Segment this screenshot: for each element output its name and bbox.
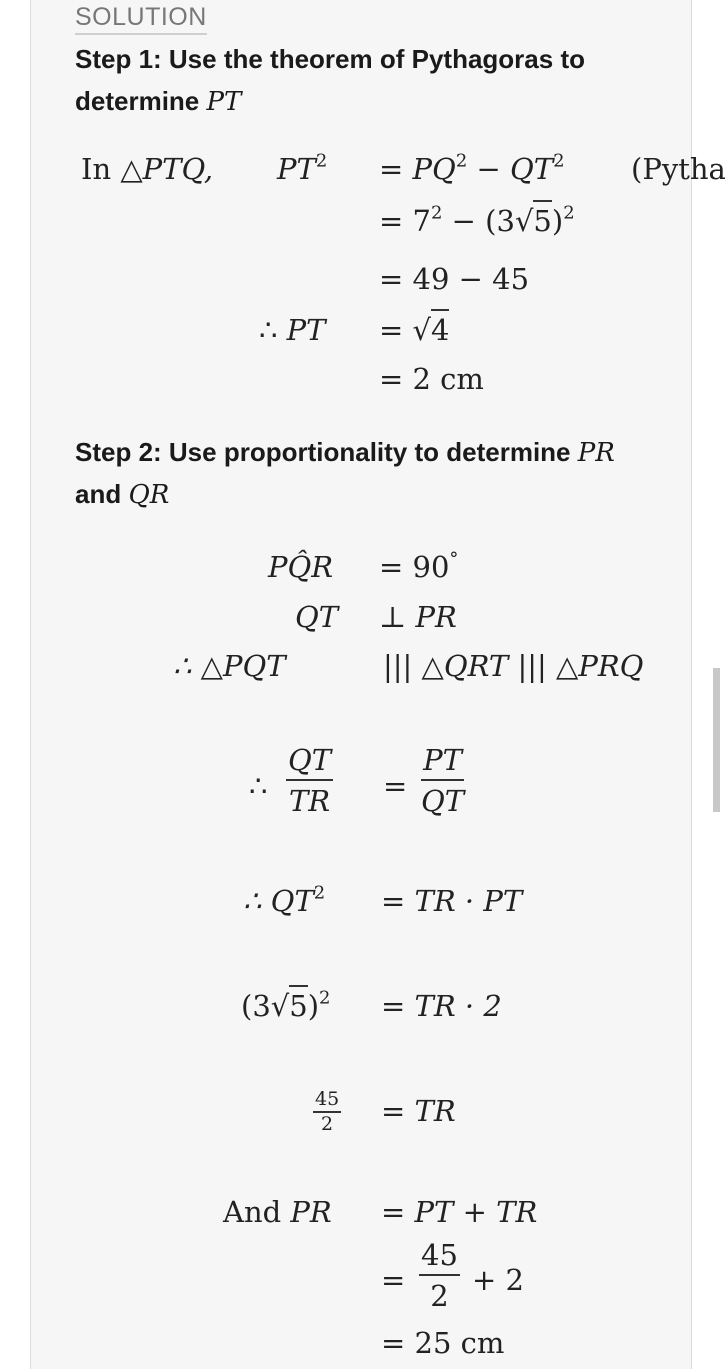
eq-plus-two: + 2 [472,1263,524,1297]
eq-pythagoras-rhs: = $PQ^2 - QT^2$ [379,150,565,186]
eq-angle-value: = 90° [379,548,459,584]
eq-similar-rhs: ||| △QRT ||| △PRQ [383,649,644,683]
step1-title-line2: determine PT [75,86,242,117]
solution-panel [30,0,726,1369]
step2-title: Step 2: Use proportionality to determine PR [75,437,615,468]
step2-title-line2: and QR [75,479,170,510]
fraction-45-over-2-small: $\frac{45}{2}$ [315,1088,340,1135]
eq-angle-pqr: PQ̂R [268,550,334,584]
eq-pt-result: = 2 cm [379,362,484,396]
eq-in-triangle: In △PTQ, [81,152,214,186]
eq-three-root-five-squared: $(3√5)^2$ [241,992,330,1021]
eq-perp-rhs: ⊥ PR [379,600,457,634]
left-gutter [0,0,30,1369]
eq-qt-squared: ∴ $QT^2$ [243,882,326,918]
eq-equals-sign: = [383,769,408,803]
eq-tr-times-two: = TR · 2 [381,989,502,1023]
fraction-qt-tr: $\frac{QT}{TR}$ [288,743,332,818]
eq-final-result: = 25 cm [381,1326,505,1360]
eq-tr-times-pt: = TR · PT [381,884,523,918]
fraction-pt-qt: $\frac{PT}{QT}$ [421,743,465,818]
eq-sqrt: = √4 [379,316,449,345]
eq-pythagoras-note: (Pytha [631,152,726,186]
solution-label: SOLUTION [75,3,207,35]
scrollbar-thumb[interactable] [713,668,720,812]
eq-equals-sign-sum: = [381,1263,406,1297]
eq-difference: = 49 − 45 [379,262,530,296]
step1-title: Step 1: Use the theorem of Pythagoras to [75,44,585,74]
eq-perp-lhs: QT [295,600,339,634]
eq-therefore-pt: ∴ PT [259,313,326,347]
eq-substitution: = $7^2 - (3√5)^2$ [379,207,575,236]
eq-and-pr: And PR [223,1195,332,1229]
eq-pt-plus-tr: = PT + TR [381,1195,538,1229]
eq-equals-tr: = TR [381,1094,456,1128]
eq-similar-lhs: ∴ △PQT [173,649,286,683]
eq-therefore-symbol: ∴ [249,769,268,803]
fraction-45-over-2: $\frac{45}{2}$ [421,1238,458,1313]
eq-pt-squared: $PT^2$ [277,150,328,186]
